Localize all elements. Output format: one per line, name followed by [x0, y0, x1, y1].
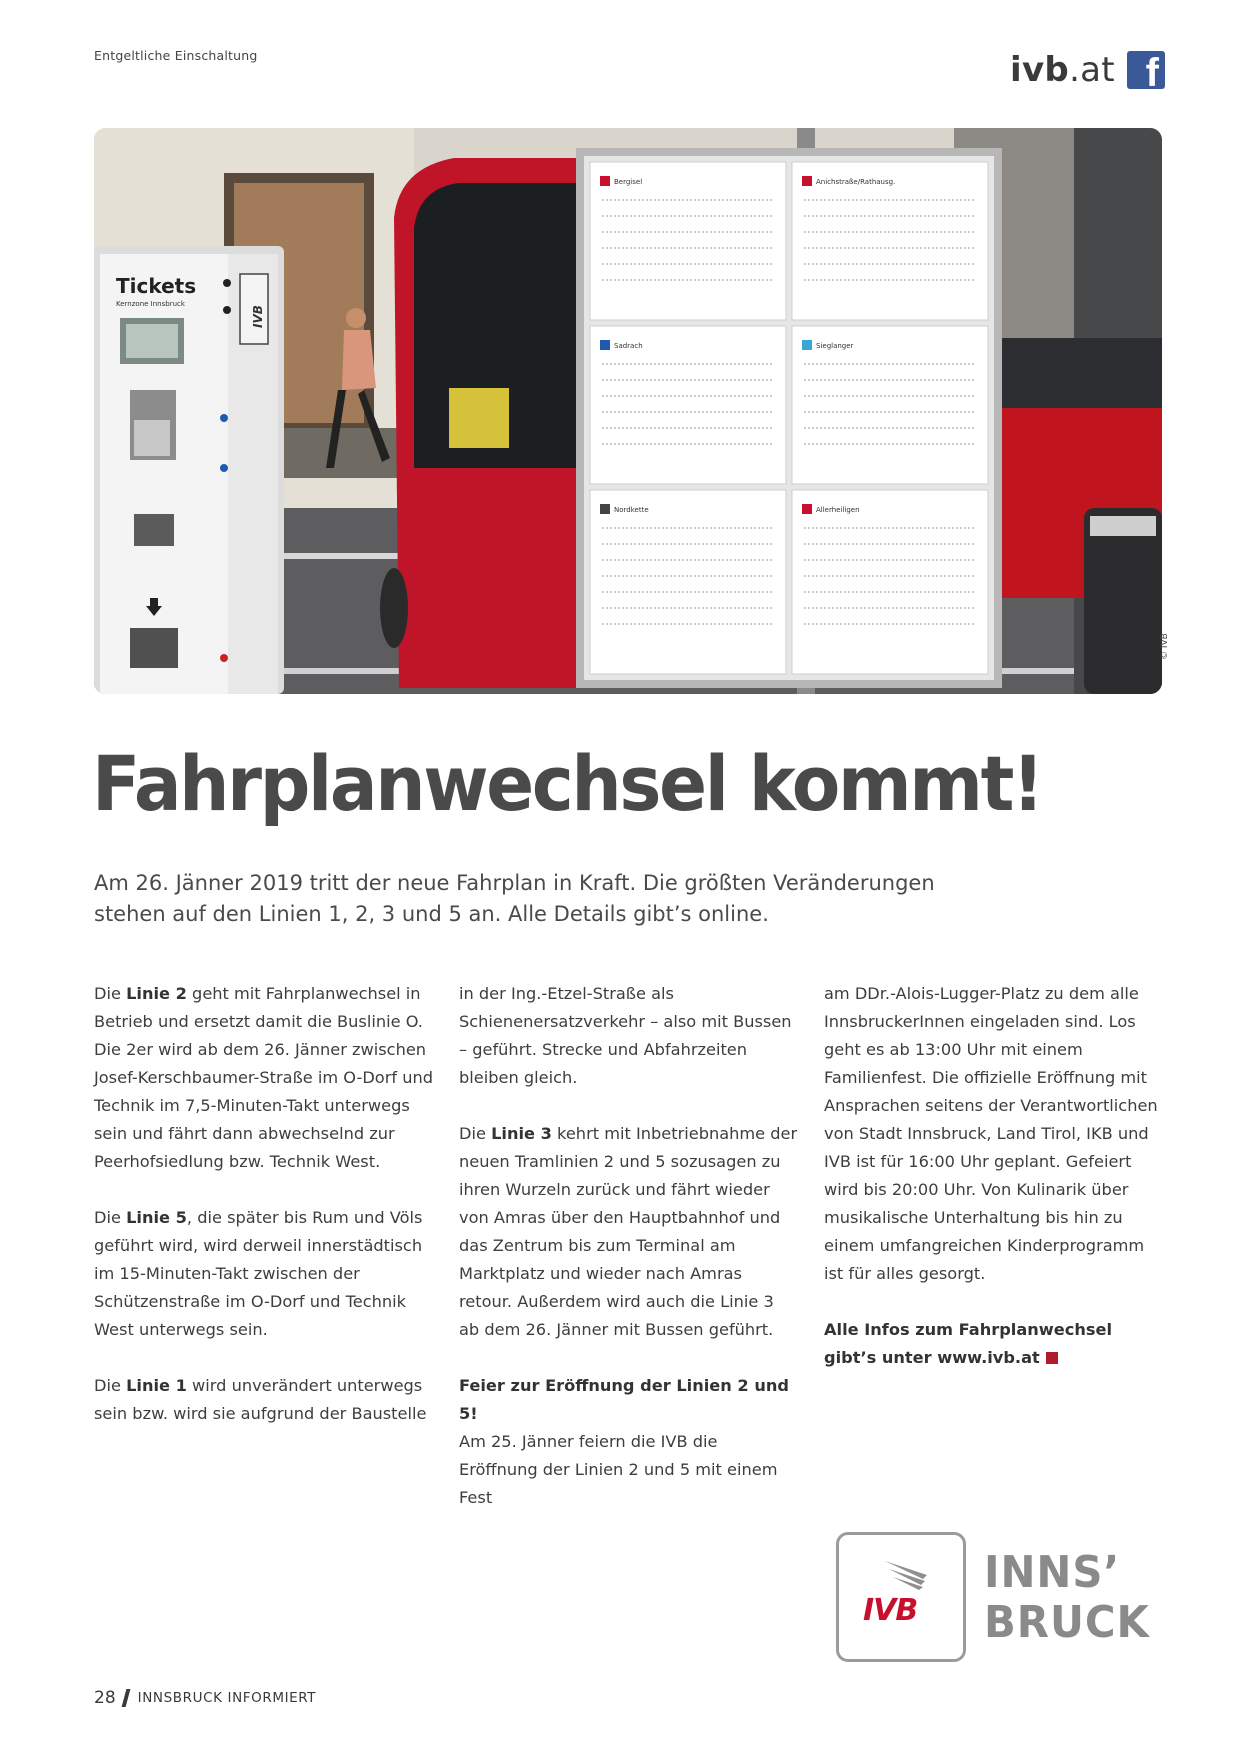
svg-text:Sadrach: Sadrach	[614, 342, 643, 350]
paragraph-celebration-details: am DDr.-Alois-Lugger-Platz zu dem alle InnsbruckerInnen eingeladen sind. Los geht es ab 13:00 Uhr mit einem Familienfest. Die offizielle Eröffnung mit Ansprachen seitens der Verantwortlichen von Stadt Innsbruck, Land Tirol, IKB und IVB ist für 16:00 Uhr geplant. Gefeiert wird bis 20:00 Uhr. Von Kulinarik über musikalische Unterhaltung bis hin zu einem umfangreichen Kinderprogramm ist für alles gesorgt.	[824, 984, 1158, 1283]
article-column-1	[94, 980, 434, 1456]
paragraph-linie-1-continued: in der Ing.-Etzel-Straße als Schienenersatzverkehr – also mit Bussen – geführt. Strecke und Abfahrzeiten bleiben gleich.	[459, 984, 792, 1087]
paragraph-opening-celebration: Feier zur Eröffnung der Linien 2 und 5! Am 25. Jänner feiern die IVB die Eröffnung der Linien 2 und 5 mit einem Fest	[459, 1372, 799, 1512]
ivb-logo: IVB	[836, 1532, 966, 1662]
site-domain[interactable]: ivb.at	[1010, 50, 1115, 90]
facebook-icon[interactable]: f	[1127, 51, 1165, 89]
closing-link[interactable]: gibt’s unter www.ivb.at	[824, 1348, 1040, 1367]
slash-divider	[121, 1689, 130, 1707]
paragraph-linie-5: Die Linie 5, die später bis Rum und Völs geführt wird, wird derweil innerstädtisch im 15-Minuten-Takt zwischen der Schützenstraße im O-Dorf und Technik West unterwegs sein.	[94, 1208, 423, 1339]
page-title: Fahrplanwechsel kommt!	[92, 739, 1042, 828]
svg-text:Kernzone Innsbruck: Kernzone Innsbruck	[116, 300, 185, 308]
closing-info: Alle Infos zum Fahrplanwechsel gibt’s unter www.ivb.at	[824, 1320, 1113, 1367]
hero-photo	[94, 128, 1162, 694]
photo-credit: © IVB	[1160, 633, 1170, 660]
innsbruck-logo: INNS’ BRUCK	[984, 1547, 1150, 1648]
svg-text:Sieglanger: Sieglanger	[816, 342, 854, 350]
paragraph-linie-2: Die Linie 2 geht mit Fahrplanwechsel in Betrieb und ersetzt damit die Buslinie O. Die 2er wird ab dem 26. Jänner zwischen Josef-Kerschbaumer-Straße im O-Dorf und Technik im 7,5-Minuten-Takt unterwegs sein und fährt dann abwechselnd zur Peerhofsiedlung bzw. Technik West.	[94, 984, 433, 1171]
article-column-2	[459, 980, 799, 1540]
lead-paragraph: Am 26. Jänner 2019 tritt der neue Fahrplan in Kraft. Die größten Veränderungen stehen auf den Linien 1, 2, 3 und 5 an. Alle Details gibt’s online.	[94, 871, 935, 926]
svg-text:Nordkette: Nordkette	[614, 506, 649, 514]
paragraph-linie-1: Die Linie 1 wird unverändert unterwegs sein bzw. wird sie aufgrund der Baustelle	[94, 1376, 427, 1423]
sub-heading: Feier zur Eröffnung der Linien 2 und 5!	[459, 1376, 789, 1423]
svg-text:IVB: IVB	[251, 305, 265, 328]
advertisement-notice: Entgeltliche Einschaltung	[94, 48, 258, 63]
publication-name: INNSBRUCK INFORMIERT	[137, 1690, 317, 1706]
end-marker-icon	[1046, 1352, 1058, 1364]
svg-text:Anichstraße/Rathausg.: Anichstraße/Rathausg.	[816, 178, 896, 186]
svg-text:Allerheiligen: Allerheiligen	[816, 506, 860, 514]
page-number: 28	[94, 1688, 116, 1708]
svg-text:Tickets: Tickets	[116, 274, 197, 298]
swoosh-icon	[883, 1557, 929, 1591]
paragraph-linie-3: Die Linie 3 kehrt mit Inbetriebnahme der neuen Tramlinien 2 und 5 sozusagen zu ihren Wurzeln zurück und fährt wieder von Amras über den Hauptbahnhof und das Zentrum bis zum Terminal am Marktplatz und wieder nach Amras retour. Außerdem wird auch die Linie 3 ab dem 26. Jänner mit Bussen geführt.	[459, 1124, 798, 1339]
brand-header	[1010, 48, 1165, 92]
svg-text:Bergisel: Bergisel	[614, 178, 643, 186]
page-footer	[94, 1688, 316, 1708]
article-column-3	[824, 980, 1164, 1400]
